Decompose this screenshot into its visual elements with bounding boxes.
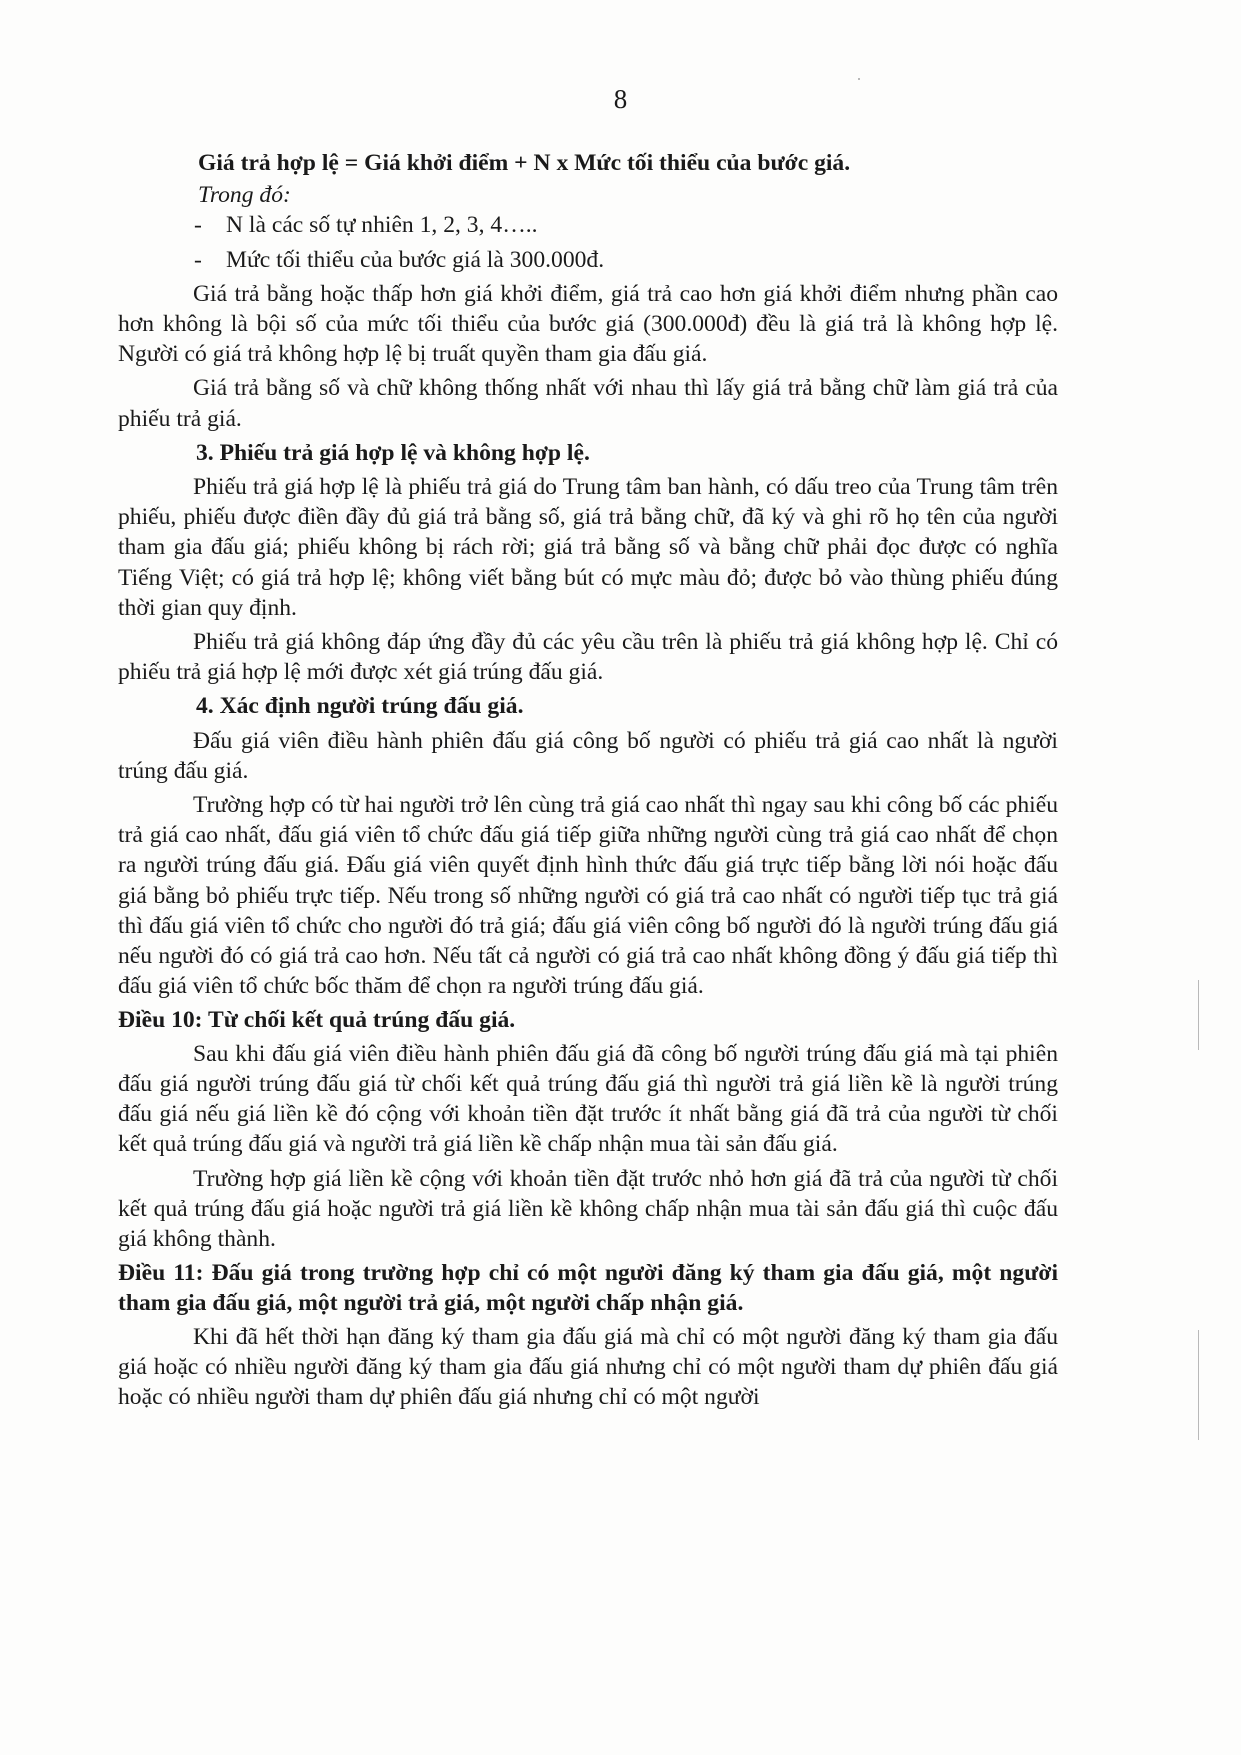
paragraph: Giá trả bằng số và chữ không thống nhất với nhau thì lấy giá trả bằng chữ làm giá trả của phiếu trả giá. xyxy=(118,375,1058,432)
section-heading-4: 4. Xác định người trúng đấu giá. xyxy=(196,693,524,720)
scan-artifact-dot xyxy=(858,78,860,80)
list-item-text: Mức tối thiểu của bước giá là 300.000đ. xyxy=(226,246,605,273)
note-label: Trong đó: xyxy=(198,182,291,209)
paragraph: Khi đã hết thời hạn đăng ký tham gia đấu giá mà chỉ có một người đăng ký tham gia đấu giá hoặc có nhiều người đăng ký tham gia đấu giá nhưng chỉ có một người tham dự phiên đấu giá hoặc có nhiều người tham dự phiên đấu giá nhưng chỉ có một người xyxy=(118,1323,1058,1410)
paragraph: Phiếu trả giá không đáp ứng đầy đủ các yêu cầu trên là phiếu trả giá không hợp lệ. Chỉ có phiếu trả giá hợp lệ mới được xét giá trúng đấu giá. xyxy=(118,629,1058,686)
paragraph: Giá trả bằng hoặc thấp hơn giá khởi điểm, giá trả cao hơn giá khởi điểm nhưng phần cao hơn không là bội số của mức tối thiểu của bước giá (300.000đ) đều là giá trả là không hợp lệ. Người có giá trả không hợp lệ bị truất quyền tham gia đấu giá. xyxy=(118,280,1058,368)
list-item-text: N là các số tự nhiên 1, 2, 3, 4….. xyxy=(226,212,538,239)
page-number: 8 xyxy=(613,84,628,114)
document-body xyxy=(118,148,1058,1416)
paragraph: Trường hợp có từ hai người trở lên cùng trả giá cao nhất thì ngay sau khi công bố các phiếu trả giá cao nhất, đấu giá viên tổ chức đấu giá tiếp giữa những người cùng trả giá cao nhất để chọn ra người trúng đấu giá. Đấu giá viên quyết định hình thức đấu giá trực tiếp bằng lời nói hoặc đấu giá bằng bỏ phiếu trực tiếp. Nếu trong số những người có giá trả cao nhất có người tiếp tục trả giá thì đấu giá viên tổ chức cho người đó trả giá; đấu giá viên công bố người đó là người trúng đấu giá nếu người đó có giá trả cao hơn. Nếu tất cả người có giá trả cao nhất không đồng ý đấu giá tiếp thì đấu giá viên tổ chức bốc thăm để chọn ra người trúng đấu giá. xyxy=(118,792,1058,1000)
scan-artifact-line xyxy=(1198,980,1199,1050)
section-heading-3: 3. Phiếu trả giá hợp lệ và không hợp lệ. xyxy=(196,439,590,466)
paragraph: Đấu giá viên điều hành phiên đấu giá công bố người có phiếu trả giá cao nhất là người trúng đấu giá. xyxy=(118,727,1058,784)
paragraph: Phiếu trả giá hợp lệ là phiếu trả giá do Trung tâm ban hành, có dấu treo của Trung tâm trên phiếu, phiếu được điền đầy đủ giá trả bằng số, giá trả bằng chữ, đã ký và ghi rõ họ tên của người tham gia đấu giá; phiếu không bị rách rời; giá trả bằng số và bằng chữ phải đọc được có nghĩa Tiếng Việt; có giá trả hợp lệ; không viết bằng bút có mực màu đỏ; được bỏ vào thùng phiếu đúng thời gian quy định. xyxy=(118,474,1058,621)
formula-line: Giá trả hợp lệ = Giá khởi điểm + N x Mức tối thiểu của bước giá. xyxy=(198,150,851,176)
bullet-marker: - xyxy=(194,246,202,273)
paragraph: Sau khi đấu giá viên điều hành phiên đấu giá đã công bố người trúng đấu giá mà tại phiên đấu giá người trúng đấu giá từ chối kết quả trúng đấu giá thì người trả giá liền kề là người trúng đấu giá nếu giá liền kề đó cộng với khoản tiền đặt trước ít nhất bằng giá đã trả của người từ chối kết quả trúng đấu giá và người trả giá liền kề chấp nhận mua tài sản đấu giá. xyxy=(118,1040,1058,1158)
bullet-marker: - xyxy=(194,212,202,239)
article-heading-11: Điều 11: Đấu giá trong trường hợp chỉ có một người đăng ký tham gia đấu giá, một người tham gia đấu giá, một người trả giá, một người chấp nhận giá. xyxy=(118,1260,1058,1317)
list-item xyxy=(118,245,1058,275)
article-heading-10: Điều 10: Từ chối kết quả trúng đấu giá. xyxy=(118,1007,516,1034)
scan-artifact-line xyxy=(1198,1330,1199,1440)
paragraph: Trường hợp giá liền kề cộng với khoản tiền đặt trước nhỏ hơn giá đã trả của người từ chối kết quả trúng đấu giá hoặc người trả giá liền kề không chấp nhận mua tài sản đấu giá thì cuộc đấu giá không thành. xyxy=(118,1165,1058,1252)
list-item xyxy=(118,210,1058,240)
